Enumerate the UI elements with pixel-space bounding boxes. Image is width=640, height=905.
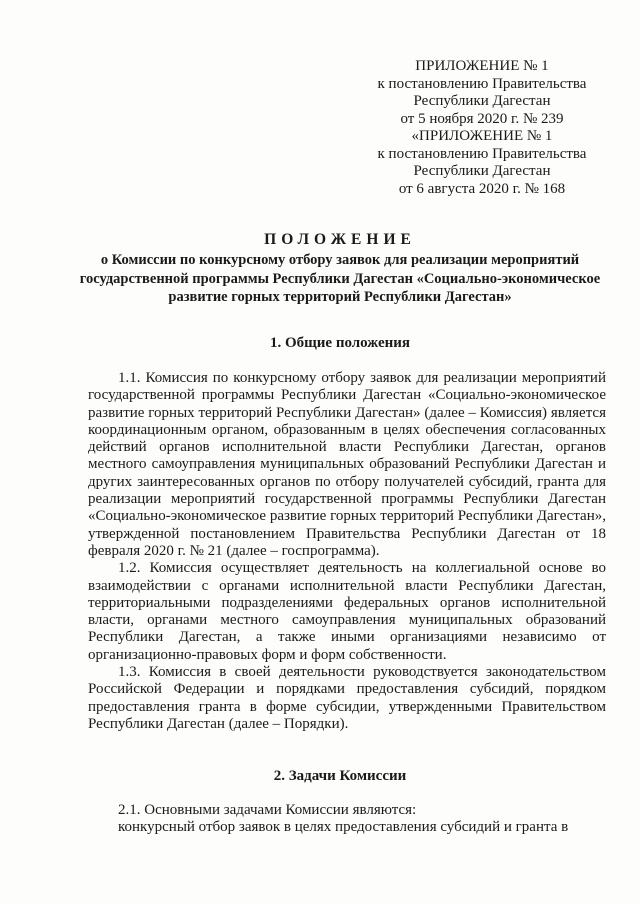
section-heading-tasks: 2. Задачи Комиссии	[273, 768, 407, 784]
appendix-line: «ПРИЛОЖЕНИЕ № 1	[411, 128, 553, 144]
appendix-line: ПРИЛОЖЕНИЕ № 1	[415, 58, 549, 74]
appendix-line: от 5 ноября 2020 г. № 239	[400, 110, 564, 127]
appendix-line: к постановлению Правительства	[377, 75, 587, 92]
section-body-tasks	[88, 802, 606, 837]
document-subtitle: о Комиссии по конкурсному отбору заявок для реализации мероприятий государственной программы Республики Дагестан «Социально-экономическое развитие горных территорий Республики Дагестан»	[79, 252, 601, 305]
appendix-block	[360, 58, 604, 198]
appendix-line: Республики Дагестан	[413, 93, 551, 109]
paragraph: 1.3. Комиссия в своей деятельности руководствуется законодательством Российской Федерации и порядками предоставления субсидий, порядком предоставления гранта в форме субсидии, утвержденными Правительством Республики Дагестан (далее – Порядки).	[88, 664, 606, 732]
paragraph: 1.2. Комиссия осуществляет деятельность на коллегиальной основе во взаимодействии с органами исполнительной власти Республики Дагестан, территориальными подразделениями федеральных органов исполнительной власти, органами местного самоуправления муниципальных образований Республики Дагестан, а также иными организациями независимо от организационно-правовых форм и форм собственности.	[88, 560, 606, 663]
section-heading-general: 1. Общие положения	[269, 335, 411, 351]
appendix-line: к постановлению Правительства	[377, 145, 587, 162]
section-body-general	[88, 370, 606, 733]
document-title: ПОЛОЖЕНИЕ	[264, 231, 416, 248]
paragraph: 2.1. Основными задачами Комиссии являются:	[118, 802, 417, 818]
appendix-line: Республики Дагестан	[413, 163, 551, 179]
appendix-line: от 6 августа 2020 г. № 168	[398, 180, 566, 197]
paragraph: конкурсный отбор заявок в целях предоставления субсидий и гранта в	[118, 819, 569, 836]
paragraph: 1.1. Комиссия по конкурсному отбору заявок для реализации мероприятий государственной программы Республики Дагестан «Социально-экономическое развитие горных территорий Республики Дагестан» (далее – Комиссия) является координационным органом, образованным в целях обеспечения согласованных действий органов исполнительной власти Республики Дагестан, органов местного самоуправления муниципальных образований Республики Дагестан и других заинтересованных органов по отбору получателей субсидий, гранта для реализации мероприятий государственной программы Республики Дагестан «Социально-экономическое развитие горных территорий Республики Дагестан», утвержденной постановлением Правительства Республики Дагестан от 18 февраля 2020 г. № 21 (далее – госпрограмма).	[88, 370, 606, 559]
